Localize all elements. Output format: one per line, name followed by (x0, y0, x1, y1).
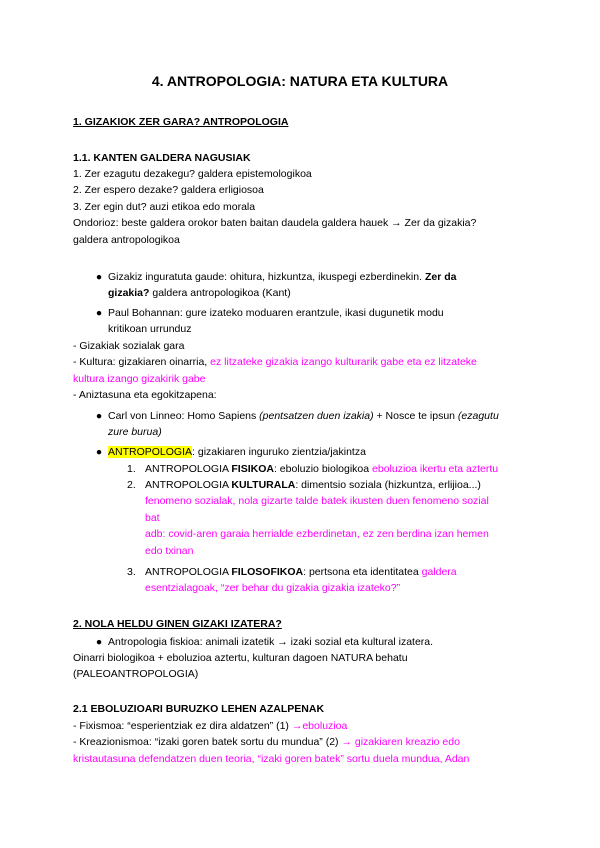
conclusion-line-2: galdera antropologikoa (73, 233, 180, 246)
numbered-item-bold: KULTURALA (231, 479, 296, 491)
bullet-dot-icon: ● (95, 446, 103, 458)
section-2-body (73, 650, 533, 683)
section-2-line-a: Oinarri biologikoa + eboluzioa aztertu, kulturan dagoen NATURA behatu (73, 652, 408, 664)
numbered-item-prefix: ANTROPOLOGIA (145, 566, 232, 578)
dash-kultura-pink-b: kultura izango gizakirik gabe (73, 372, 206, 385)
numbered-item-prefix: ANTROPOLOGIA (145, 479, 232, 491)
bullet-gizakiz-bold-b: gizakia? (108, 287, 150, 300)
bullet-linneo-italic-b: (ezagutu (457, 410, 499, 422)
numbered-item-pink-line: edo txinan (145, 544, 194, 557)
numbered-item-pink-line: bat (145, 511, 160, 524)
section-1-heading: 1. GIZAKIOK ZER GARA? ANTROPOLOGIA (73, 116, 289, 128)
numbered-item-bold: FILOSOFIKOA (231, 566, 304, 578)
bullet-linneo-italic-c: zure burua) (108, 426, 162, 439)
conclusion-line-1: Ondorioz: beste galdera orokor baten baitan daudela galdera hauek → Zer da gizakia? (73, 217, 477, 230)
bullet-linneo-prefix: Carl von Linneo: Homo Sapiens (108, 410, 260, 422)
dash-list (73, 338, 533, 404)
dash-aniztasuna: - Aniztasuna eta egokitzapena: (73, 389, 217, 402)
section-2-heading: 2. NOLA HELDU GINEN GIZAKI IZATERA? (73, 618, 282, 630)
bullet-gizakiz-text: Gizakiz inguratuta gaude: ohitura, hizkuntza, ikuspegi ezberdinekin. (108, 271, 425, 283)
bullet-dot-icon: ● (95, 271, 103, 283)
bullet-linneo-middle: + Nosce te ipsun (373, 410, 458, 422)
antropologia-definition: : gizakiaren inguruko zientzia/jakintza (192, 446, 366, 458)
section-1-1-heading: 1.1. KANTEN GALDERA NAGUSIAK (73, 152, 251, 164)
bullet-gizakiz-rest: galdera antropologikoa (Kant) (149, 287, 291, 300)
kant-question-2: 2. Zer espero dezake? galdera erligiosoa (73, 184, 264, 197)
numbered-item-rest: : dimentsio soziala (hizkuntza, erlijioa...) (295, 479, 481, 491)
kreazionismoa-pink-b: kristautasuna defendatzen duen teoria, “izaki goren batek” sortu duela mundua, Adan (73, 752, 470, 765)
numbered-item-pink-line: esentzialagoak, “zer behar du gizakia gizakia izateko?” (145, 582, 401, 595)
numbered-item-rest: : eboluzio biologikoa (273, 463, 373, 475)
numbered-item-pink: eboluzioa ikertu eta aztertu (372, 463, 499, 475)
section-2-1-body (73, 718, 533, 767)
bullet-linneo-italic-a: (pentsatzen duen izakia) (259, 410, 374, 422)
kreazionismoa-pink: → gizakiaren kreazio edo (341, 736, 460, 749)
numbered-item-bold: FISIKOA (231, 463, 274, 475)
numbered-item-rest: : pertsona eta identitatea (303, 566, 422, 578)
numbered-item-number: 3. (127, 566, 136, 578)
numbered-item-number: 2. (127, 479, 136, 491)
bullet-dot-icon: ● (95, 636, 103, 648)
antropologia-highlight: ANTROPOLOGIA (108, 446, 193, 458)
page-title: 4. ANTROPOLOGIA: NATURA ETA KULTURA (151, 73, 449, 89)
dash-sozialak: - Gizakiak sozialak gara (73, 340, 185, 352)
bullet-antropologia-fisikoa-text: Antropologia fiskioa: animali izatetik → izaki sozial eta kultural izatera. (108, 636, 434, 648)
fixismoa-text: - Fixismoa: “esperientziak ez dira aldatzen” (1) (73, 720, 292, 732)
fixismoa-pink: →eboluzioa (291, 720, 348, 732)
numbered-item-number: 1. (127, 463, 136, 475)
bullet-bohannan-line-a: Paul Bohannan: gure izateko moduaren erantzule, ikasi dugunetik modu (108, 307, 444, 319)
section-2-1-heading: 2.1 EBOLUZIOARI BURUZKO LEHEN AZALPENAK (73, 703, 325, 715)
dash-kultura-pink-a: ez litzateke gizakia izango kulturarik gabe eta ez litzateke (210, 356, 477, 369)
numbered-item-pink-line: fenomeno sozialak, nola gizarte talde batek ikusten duen fenomeno sozial (145, 495, 489, 508)
bullet-dot-icon: ● (95, 410, 103, 422)
numbered-item-pink-line: adb: covid-aren garaia herrialde ezberdinetan, ez zen berdina izan hemen (145, 528, 489, 541)
numbered-item-prefix: ANTROPOLOGIA (145, 463, 232, 475)
kant-questions (73, 166, 533, 248)
numbered-item-pink: galdera (421, 566, 457, 578)
kant-question-1: 1. Zer ezagutu dezakegu? galdera epistemologikoa (73, 168, 312, 180)
dash-kultura-prefix: - Kultura: gizakiaren oinarria, (73, 356, 211, 369)
section-2-line-b: (PALEOANTROPOLOGIA) (73, 668, 199, 681)
bullet-gizakiz-bold-a: Zer da (424, 271, 457, 283)
kreazionismoa-text: - Kreazionismoa: “izaki goren batek sortu du mundua” (2) (73, 736, 342, 749)
kant-question-3: 3. Zer egin dut? auzi etikoa edo morala (73, 200, 256, 213)
bullet-bohannan-line-b: kritikoan urrunduz (108, 323, 192, 336)
bullet-dot-icon: ● (95, 307, 103, 319)
